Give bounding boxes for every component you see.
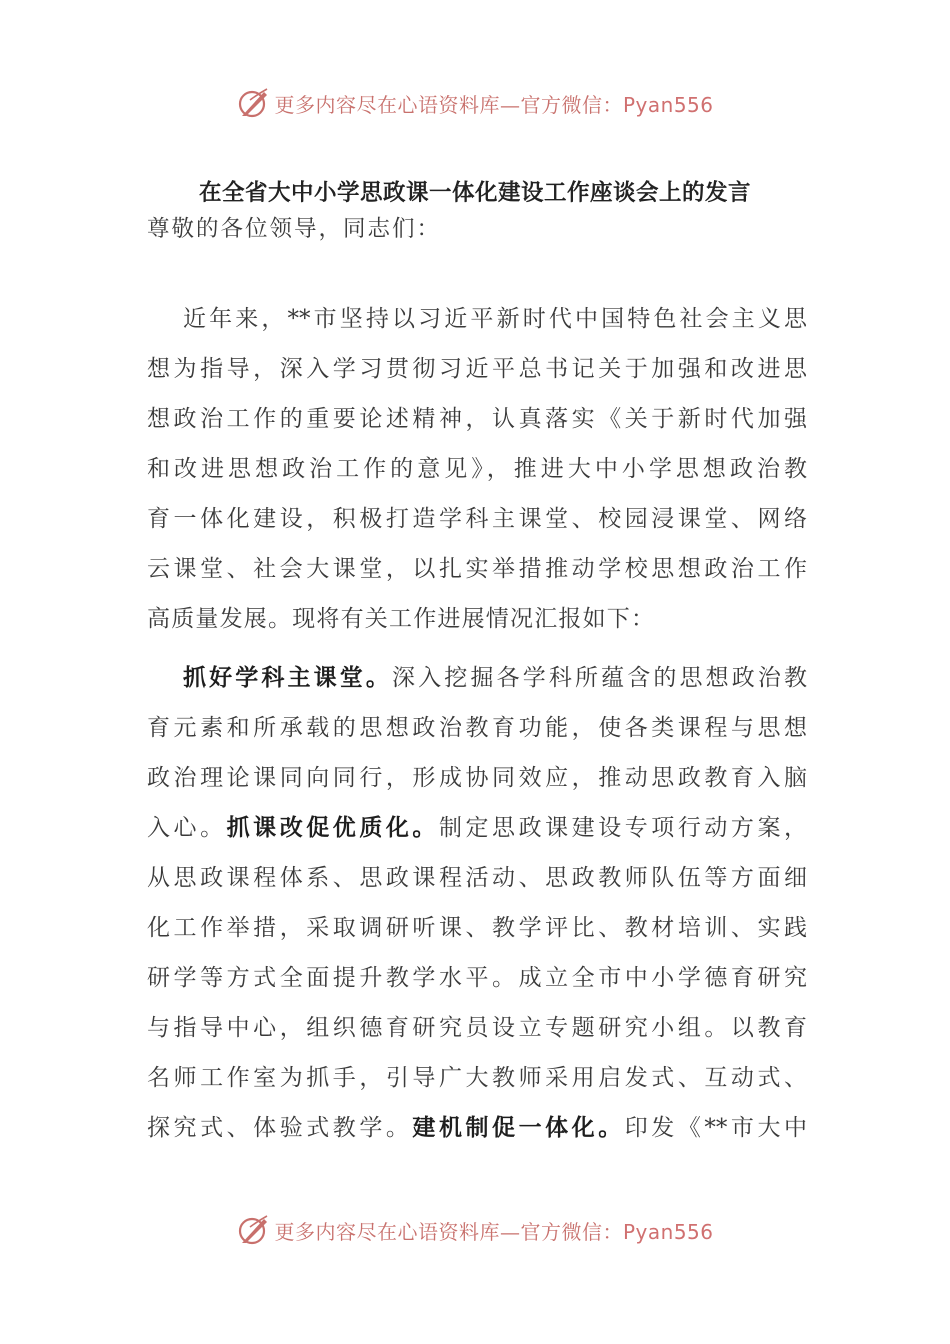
heading-inline: 抓好学科主课堂。 (183, 665, 393, 691)
heading-inline: 抓课改促优质化。 (226, 815, 439, 841)
salutation: 尊敬的各位领导，同志们： (147, 216, 442, 242)
text-line: 研学等方式全面提升教学水平。成立全市中小学德育研究 (147, 965, 807, 991)
paragraph-2 (147, 653, 807, 1153)
banner-text: 更多内容尽在心语资料库—官方微信： (274, 92, 623, 117)
heading-inline: 建机制促一体化。 (412, 1115, 625, 1141)
text-run: 印发《**市大中 (624, 1115, 808, 1141)
text-line: 高质量发展。现将有关工作进展情况汇报如下： (147, 606, 656, 632)
text-line: 化工作举措，采取调研听课、教学评比、教材培训、实践 (147, 915, 807, 941)
text-line (147, 653, 807, 703)
text-line: 想政治工作的重要论述精神，认真落实《关于新时代加强 (147, 406, 807, 432)
text-line: 育一体化建设，积极打造学科主课堂、校园浸课堂、网络 (147, 506, 807, 532)
text-line: 想为指导，深入学习贯彻习近平总书记关于加强和改进思 (147, 356, 807, 382)
watermark-banner-bottom (0, 1210, 950, 1250)
watermark-banner-top (0, 83, 950, 123)
text-run: 制定思政课建设专项行动方案， (438, 815, 808, 841)
text-run: 入心。 (147, 815, 227, 841)
document-title: 在全省大中小学思政课一体化建设工作座谈会上的发言 (198, 180, 751, 206)
text-line: 云课堂、社会大课堂，以扎实举措推动学校思想政治工作 (147, 556, 807, 582)
text-line (147, 1103, 807, 1153)
text-run: 探究式、体验式教学。 (147, 1115, 413, 1141)
text-line: 育元素和所承载的思想政治教育功能，使各类课程与思想 (147, 715, 807, 741)
text-line: 和改进思想政治工作的意见》，推进大中小学思想政治教 (147, 456, 807, 482)
paragraph-1 (147, 294, 807, 644)
banner-text: 更多内容尽在心语资料库—官方微信： (274, 1219, 623, 1244)
banner-account: Pyan556 (622, 92, 714, 117)
text-line: 政治理论课同向同行，形成协同效应，推动思政教育入脑 (147, 765, 807, 791)
text-line (147, 803, 807, 853)
quill-logo-icon (236, 86, 270, 120)
text-line: 从思政课程体系、思政课程活动、思政教师队伍等方面细 (147, 865, 807, 891)
text-line: 近年来，**市坚持以习近平新时代中国特色社会主义思 (183, 306, 807, 332)
quill-logo-icon (236, 1213, 270, 1247)
text-line: 与指导中心，组织德育研究员设立专题研究小组。以教育 (147, 1015, 807, 1041)
text-line: 名师工作室为抓手，引导广大教师采用启发式、互动式、 (147, 1065, 807, 1091)
text-run: 深入挖掘各学科所蕴含的思想政治教 (392, 665, 808, 691)
banner-account: Pyan556 (622, 1219, 714, 1244)
